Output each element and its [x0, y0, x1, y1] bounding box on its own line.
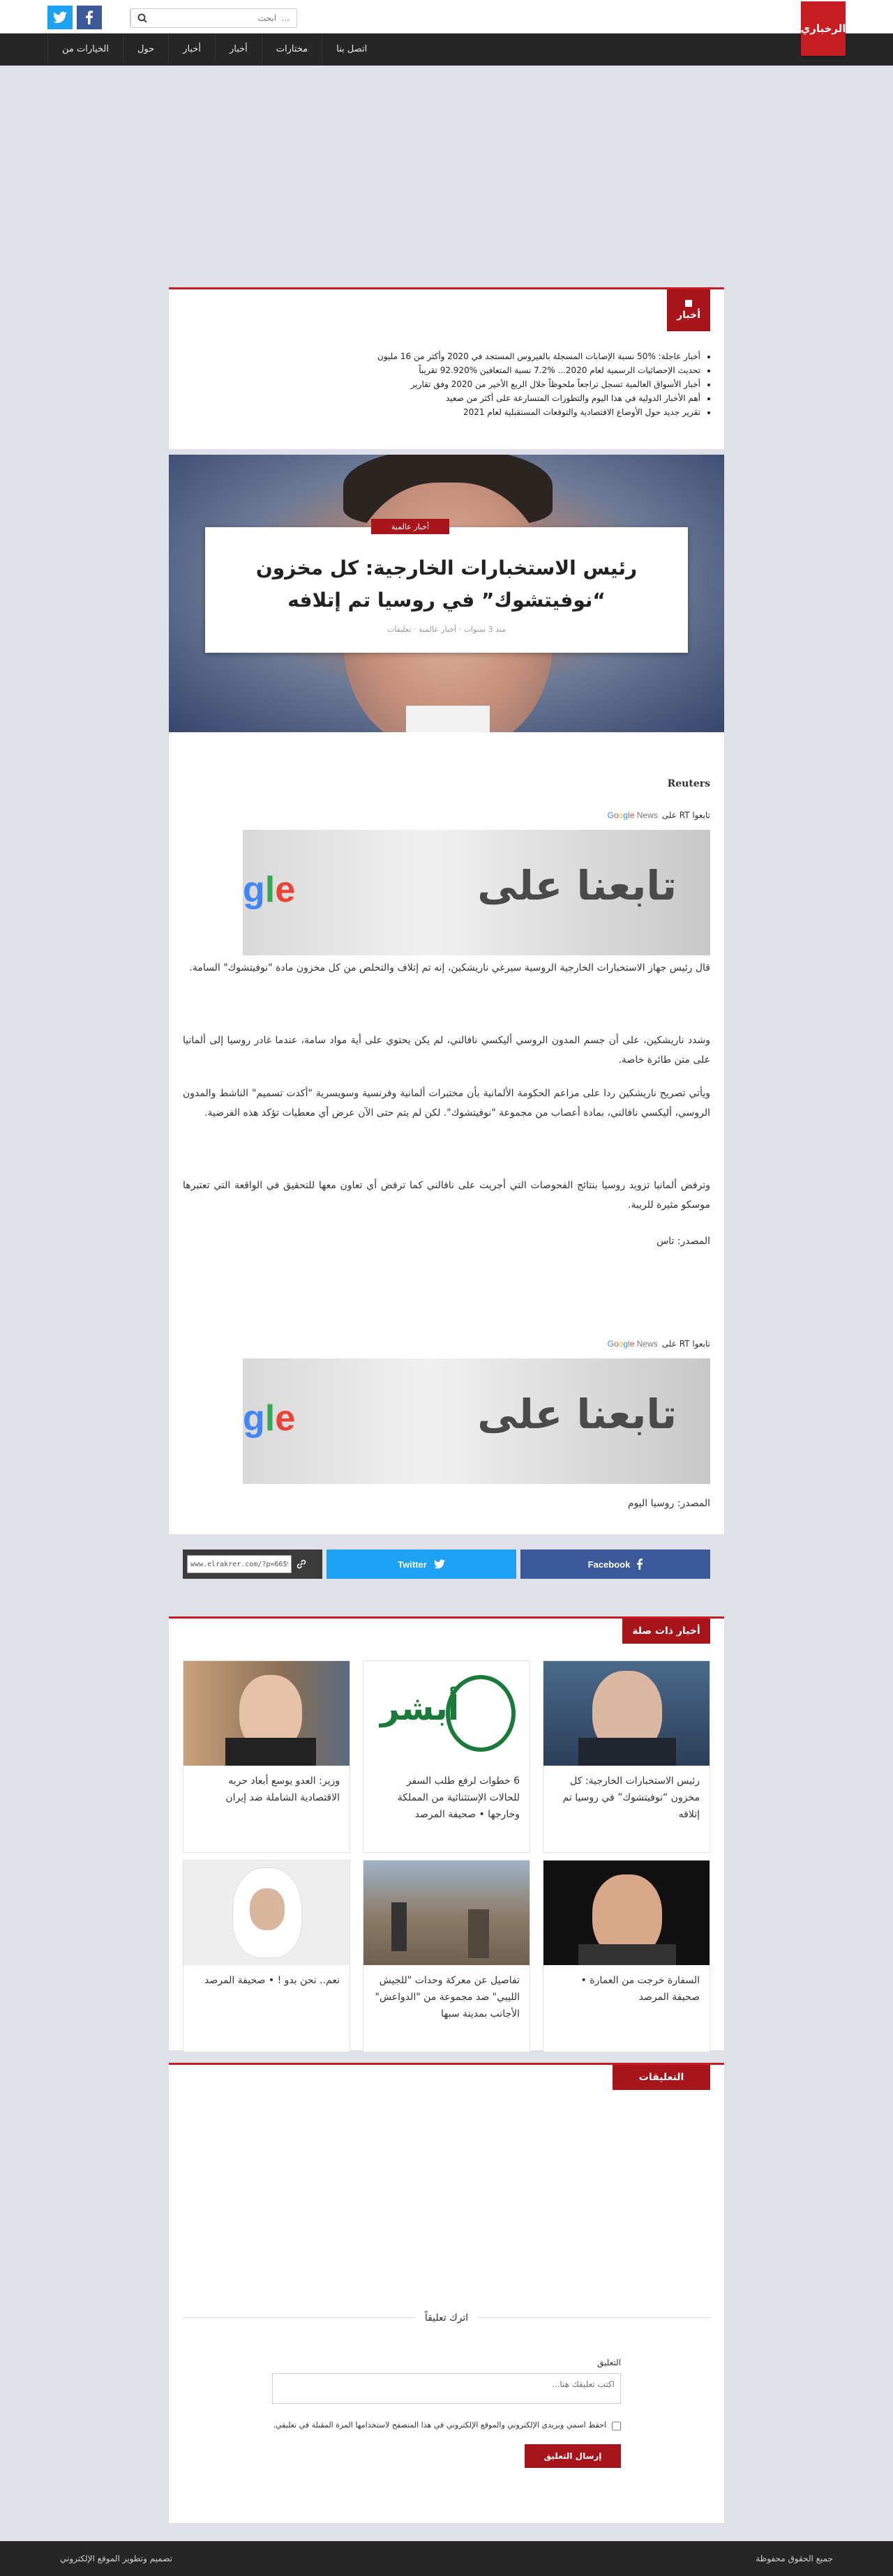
related-posts — [169, 1616, 724, 2050]
social-links — [47, 6, 102, 29]
news-ticker-box — [169, 287, 724, 449]
news-item[interactable]: • أخبار عاجلة: %50 نسبة الإصابات المسجلة بالفيروس المستجد في 2020 وأكثر من 16 مليون — [208, 349, 700, 363]
footer-copyright: جميع الحقوق محفوظة — [756, 2554, 833, 2563]
nav-item[interactable]: حول — [123, 33, 168, 66]
banner-google-logo: gle — [243, 870, 296, 910]
banner-text: تابعنا على — [477, 1391, 677, 1438]
search-button[interactable] — [130, 9, 153, 27]
related-title[interactable]: تفاصيل عن معركة وحدات "للجيش الليبي" ضد مجموعة من "الدواعش" الأجانب بمدينة سبها — [375, 1975, 520, 2020]
follow-label: تابعوا RT على — [661, 810, 710, 820]
related-title[interactable]: 6 خطوات لرفع طلب السفر للحالات الإستثنائية من المملكة وخارجها • صحيفة المرصد — [397, 1775, 520, 1820]
category-badge[interactable]: أخبار عالمية — [371, 519, 449, 534]
article-title: رئيس الاستخبارات الخارجية: كل مخزون “نوفيتشوك” في روسيا تم إتلافه — [255, 556, 638, 612]
related-title[interactable]: رئيس الاستخبارات الخارجية: كل مخزون “نوفيتشوك” في روسيا تم إتلافه — [562, 1775, 700, 1820]
article-paragraph: ويأتي تصريح ناريشكين ردا على مزاعم الحكومة الألمانية بأن مختبرات ألمانية وفرنسية وسويسرية "أكدت تسميم" الناشط والمدون الروسي، أليكسي نافالني، بمادة أعصاب من مجموعة "نوفيتشوك". لكن لم يتم حتى الآن عرض أي معطيات تؤكد هذه الفرضية. — [183, 1088, 710, 1119]
related-thumbnail[interactable] — [183, 1861, 350, 1965]
related-thumbnail[interactable] — [543, 1861, 710, 1965]
google-news-logo[interactable]: Google News — [607, 810, 658, 820]
follow-google-news-banner[interactable] — [243, 1358, 710, 1484]
news-item[interactable]: • تقرير جديد حول الأوضاع الاقتصادية والتوقعات المستقبلية لعام 2021 — [208, 405, 700, 419]
main-nav — [0, 33, 893, 66]
search-icon — [137, 13, 147, 23]
related-thumbnail[interactable]: أبشر — [363, 1661, 530, 1766]
facebook-icon — [86, 10, 93, 24]
facebook-icon — [637, 1559, 643, 1570]
google-news-logo[interactable]: Google News — [607, 1339, 658, 1349]
follow-rt-line — [608, 810, 710, 820]
news-item[interactable]: • أهم الأخبار الدولية في هذا اليوم والتطورات المتسارعة على أكثر من صعيد — [208, 391, 700, 405]
article-meta: منذ 3 سنوات · أخبار عالمية · تعليقات — [387, 625, 506, 634]
news-list — [208, 349, 710, 419]
article-body — [169, 732, 724, 1570]
related-card[interactable] — [543, 1660, 710, 1853]
related-card[interactable] — [363, 1660, 530, 1853]
nav-item[interactable]: اتصل بنا — [322, 33, 381, 66]
twitter-icon — [434, 1559, 445, 1569]
related-title[interactable]: وزير: العدو يوسع أبعاد حربه الاقتصادية الشاملة ضد إيران — [225, 1775, 340, 1803]
comments-label: التعليقات — [613, 2065, 710, 2090]
leave-comment-heading — [183, 2310, 710, 2324]
leave-comment-title: اترك تعليقاً — [415, 2312, 478, 2324]
related-card[interactable] — [183, 1860, 350, 2052]
facebook-link[interactable] — [77, 6, 102, 29]
consent-checkbox[interactable] — [612, 2420, 621, 2432]
comment-textarea[interactable] — [272, 2373, 621, 2404]
consent-row — [272, 2419, 621, 2432]
related-grid — [183, 1660, 710, 2052]
related-label: أخبار ذات صلة — [622, 1619, 710, 1644]
related-card[interactable] — [183, 1660, 350, 1853]
link-icon[interactable] — [296, 1559, 307, 1570]
news-icon — [685, 300, 692, 307]
article-hero — [169, 455, 724, 732]
footer-credit[interactable]: تصميم وتطوير الموقع الإلكتروني — [60, 2554, 172, 2563]
nav-item[interactable]: الخيارات من — [47, 33, 123, 66]
follow-label: تابعوا RT على — [661, 1339, 710, 1349]
share-facebook-label: Facebook — [587, 1559, 631, 1570]
search-input[interactable] — [153, 9, 297, 27]
source-credit: Reuters — [667, 778, 710, 789]
hero-title-card — [205, 527, 688, 653]
share-twitter-button[interactable] — [327, 1550, 516, 1579]
banner-text: تابعنا على — [477, 862, 677, 909]
follow-rt-line — [608, 1339, 710, 1349]
comment-form — [272, 2358, 621, 2468]
news-item[interactable]: • تحديث الإحصائيات الرسمية لعام 2020... %7.2 نسبة المتعافين %92.920 تقريباً — [208, 363, 700, 377]
hero-image-collar — [406, 706, 490, 732]
consent-text: احفظ اسمي وبريدي الإلكتروني والموقع الإلكتروني في هذا المتصفح لاستخدامها المرة المقبلة في تعليقي. — [273, 2420, 606, 2430]
search-box — [130, 8, 297, 28]
short-url-field[interactable] — [187, 1555, 292, 1573]
related-title[interactable]: نعم.. نحن بدو ! • صحيفة المرصد — [204, 1975, 340, 1986]
article-paragraph: قال رئيس جهاز الاستخبارات الخارجية الروسية سيرغي ناريشكين، إنه تم إتلاف والتخلص من كل مخزون مادة "نوفيتشوك" السامة. — [189, 962, 710, 973]
source-rt: المصدر: روسيا اليوم — [627, 1498, 710, 1509]
related-card[interactable] — [363, 1860, 530, 2052]
share-facebook-button[interactable] — [520, 1550, 710, 1579]
twitter-icon — [53, 11, 67, 24]
article-paragraph: وشدد ناريشكين، على أن جسم المدون الروسي أليكسي نافالني، لم يكن يحتوي على أية مواد سامة، عندما غادر روسيا إلى ألمانيا على متن طائرة خاصة. — [183, 1035, 710, 1066]
banner-google-logo: gle — [243, 1398, 296, 1439]
top-bar — [0, 0, 893, 33]
twitter-link[interactable] — [47, 6, 73, 29]
site-logo[interactable]: الرخباري — [801, 1, 846, 56]
site-footer — [0, 2541, 893, 2576]
submit-comment-button[interactable]: إرسال التعليق — [525, 2444, 621, 2468]
related-thumbnail[interactable] — [363, 1861, 530, 1965]
nav-item[interactable]: أخبار — [168, 33, 215, 66]
news-item[interactable]: • أخبار الأسواق العالمية تسجل تراجعاً ملحوظاً خلال الربع الأخير من 2020 وفق تقارير — [208, 377, 700, 391]
share-twitter-label: Twitter — [398, 1559, 427, 1570]
related-title[interactable]: السفارة خرجت من العمارة • صحيفة المرصد — [580, 1975, 700, 2003]
comment-field-label: التعليق — [596, 2358, 621, 2367]
news-box-label: أخبار — [667, 289, 710, 331]
related-thumbnail[interactable] — [543, 1661, 710, 1766]
nav-item[interactable]: مختارات — [262, 33, 322, 66]
related-thumbnail[interactable] — [183, 1661, 350, 1766]
share-bar — [183, 1550, 710, 1579]
follow-google-news-banner[interactable] — [243, 830, 710, 955]
comments-section — [169, 2063, 724, 2523]
nav-item[interactable]: أخبار — [215, 33, 262, 66]
article-paragraph: وترفض ألمانيا تزويد روسيا بنتائج الفحوصات التي أجريت على نافالني كما ترفض أي تعاون معها للتحقيق في الواقعة التي تعتبرها موسكو مثيرة للريبة. — [183, 1180, 710, 1211]
related-card[interactable] — [543, 1860, 710, 2052]
source-tass: المصدر: تاس — [656, 1236, 710, 1247]
share-url-box — [183, 1550, 322, 1579]
